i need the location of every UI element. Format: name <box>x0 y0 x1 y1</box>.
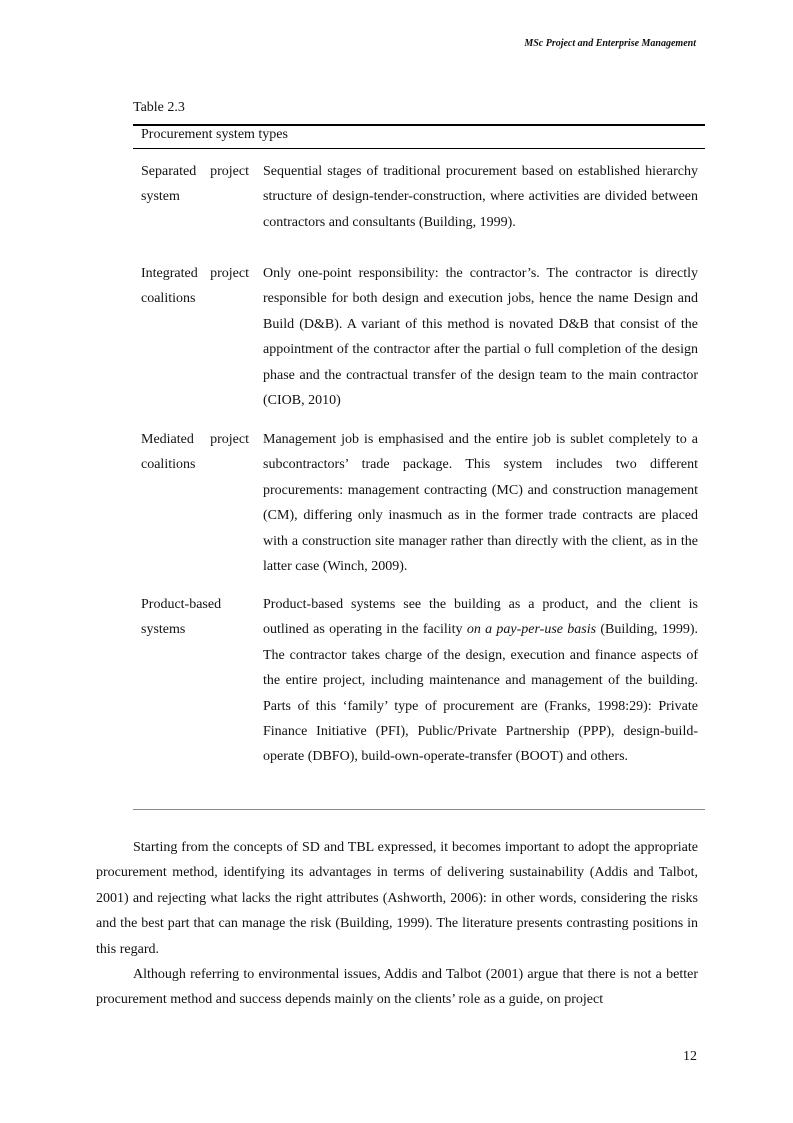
table-header-rule <box>133 148 705 149</box>
definition-italic: on a pay-per-use basis <box>466 622 597 638</box>
definition-text: (Building, 1999). The contractor takes charge of the design, execution and finance aspects of the entire project, including maintenance and management of the building. Parts of this ‘family’ type of procurement are (Franks, 1998:29): Private Finance Initiative (PFI), Public/Private Partnership (PPP), design-build-operate (DBFO), build-own-operate-transfer (BOOT) and others. <box>263 622 698 765</box>
row-definition: Management job is emphasised and the entire job is sublet completely to a subcontractors’ trade package. This system includes two different procurements: management contracting (MC) and construction management (CM), differing only inasmuch as in the former trade contracts are placed with a construction site manager rather than directly with the client, as in the latter case (Winch, 2009). <box>263 432 698 575</box>
row-definition: Sequential stages of traditional procurement based on established hierarchy structure of design-tender-construction, where activities are divided between contractors and consultants (Building, 1999). <box>263 164 698 230</box>
table-top-rule <box>133 124 705 126</box>
paragraph: Although referring to environmental issues, Addis and Talbot (2001) argue that there is not a better procurement method and success depends mainly on the clients’ role as a guide, on project <box>96 967 698 1008</box>
paragraph: Starting from the concepts of SD and TBL expressed, it becomes important to adopt the appropriate procurement method, identifying its advantages in terms of delivering sustainability (Addis and Talbot, 2001) and rejecting what lacks the right attributes (Ashworth, 2006): in other words, considering the risks and the best part that can manage the risk (Building, 1999). The literature presents contrasting positions in this regard. <box>96 840 698 957</box>
row-term: Product-based systems <box>141 597 222 638</box>
row-term: Integrated project coalitions <box>141 266 249 307</box>
page-number: 12 <box>683 1049 697 1064</box>
row-term: Mediated project coalitions <box>141 432 249 473</box>
table-title: Procurement system types <box>141 127 288 142</box>
body-text <box>96 835 698 1013</box>
row-definition <box>263 592 698 770</box>
row-definition: Only one-point responsibility: the contractor’s. The contractor is directly responsible for both design and execution jobs, hence the name Design and Build (D&B). A variant of this method is novated D&B that consist of the appointment of the contractor after the partial o full completion of the design phase and the contractual transfer of the design team to the main contractor (CIOB, 2010) <box>263 266 698 409</box>
running-header: MSc Project and Enterprise Management <box>524 38 696 49</box>
table-bottom-rule <box>133 809 705 810</box>
row-term: Separated project system <box>141 164 249 205</box>
table-caption: Table 2.3 <box>133 100 185 115</box>
definition-text: Product-based systems see the building as a product, and the client is outlined as operating in the facility <box>263 597 698 638</box>
